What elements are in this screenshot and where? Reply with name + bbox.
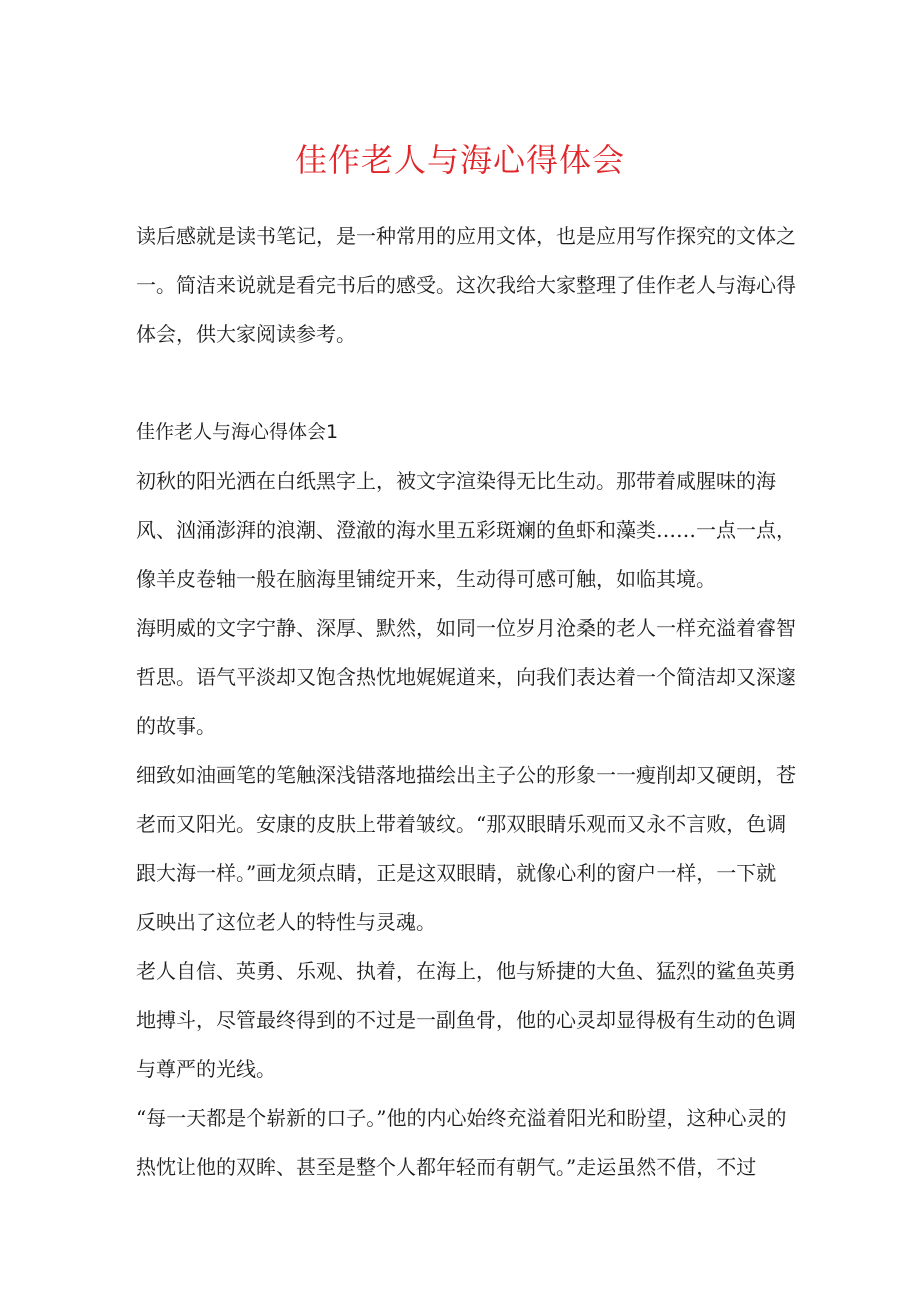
document-title: 佳作老人与海心得体会 xyxy=(294,141,625,179)
intro-paragraph: 读后感就是读书笔记，是一种常用的应用文体，也是应用写作探究的文体之一。简洁来说就是看完书后的感受。这次我给大家整理了佳作老人与海心得体会，供大家阅读参考。 xyxy=(136,224,796,346)
body-paragraph-3: 细致如油画笔的笔触深浅错落地描绘出主子公的形象一一瘦削却又硬朗，苍老而又阳光。安康的皮肤上带着皱纹。“那双眼睛乐观而又永不言败，色调跟大海一样。”画龙须点睛，正是这双眼睛，就像心利的窗户一样，一下就反映出了这位老人的特性与灵魂。 xyxy=(136,763,796,934)
document-body xyxy=(136,212,796,1192)
section-heading: 佳作老人与海心得体会1 xyxy=(136,421,339,443)
body-paragraph-5: “每一天都是个崭新的口子。”他的内心始终充溢着阳光和盼望，这种心灵的热忱让他的双眸、甚至是整个人都年轻而有朝气。”走运虽然不借，不过 xyxy=(136,1106,787,1179)
body-paragraph-4: 老人自信、英勇、乐观、执着，在海上，他与矫捷的大鱼、猛烈的鲨鱼英勇地搏斗，尽管最终得到的不过是一副鱼骨，他的心灵却显得极有生动的色调与尊严的光线。 xyxy=(136,959,796,1081)
body-paragraph-1: 初秋的阳光洒在白纸黑字上，被文字渲染得无比生动。那带着咸腥味的海风、汹涌澎湃的浪潮、澄澈的海水里五彩斑斓的鱼虾和藻类……一点一点，像羊皮卷轴一般在脑海里铺绽开来，生动得可感可触，如临其境。 xyxy=(136,469,796,591)
body-paragraph-2: 海明威的文字宁静、深厚、默然，如同一位岁月沧桑的老人一样充溢着睿智哲思。语气平淡却又饱含热忱地娓娓道来，向我们表达着一个简洁却又深邃的故事。 xyxy=(136,616,796,738)
